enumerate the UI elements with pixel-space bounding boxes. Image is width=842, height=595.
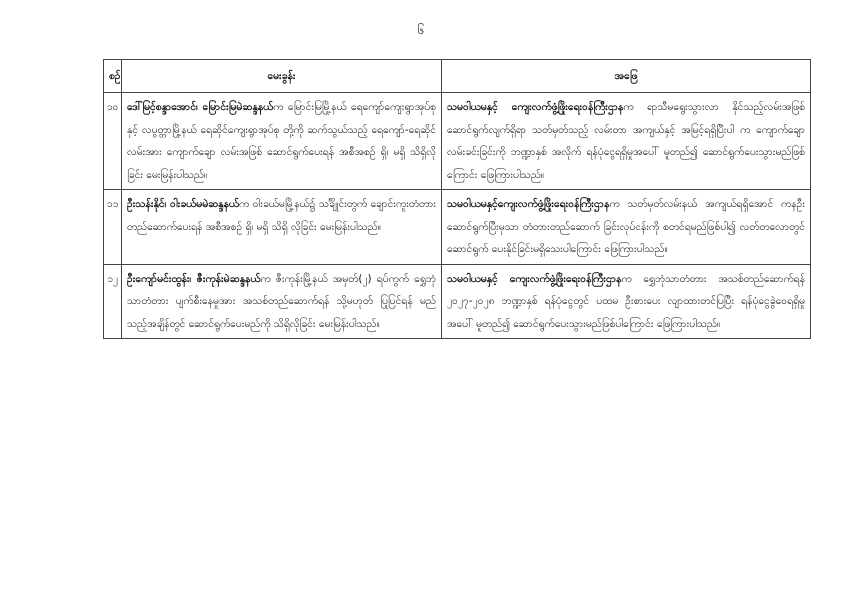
row-number: ၁၂: [104, 264, 122, 339]
answer-text: က သတ်မှတ်လမ်းနယ် အကျယ်ရရှိအောင် ကနဦးဆောင်ရွက်ပြီးမှသာ တံတားတည်ဆောက် ခြင်းလုပ်ငန်းကို စတင်ရမည်ဖြစ်ပါ၍ လတ်တလောတွင် ဆောင်ရွက် ပေးနိုင်ခြင်းမရှိသေးပါကြောင်း ဖြေကြားပါသည်။: [447, 198, 805, 255]
ministry-name: သမဝါယမနှင့်ကျေးလက်ဖွံ့ဖြိုးရေးဝန်ကြီးဌာန: [447, 198, 610, 210]
qa-table: [103, 59, 811, 339]
questioner-name: ဦးသန်းနိုင်၊ ဝါးခယ်မမဲဆန္ဒနယ်: [127, 198, 240, 210]
header-number: စဉ်: [104, 60, 122, 93]
page-number: ၆: [417, 23, 425, 37]
ministry-name: သမဝါယမနှင့် ကျေးလက်ဖွံ့ဖြိုးရေးဝန်ကြီးဌာန: [447, 101, 624, 113]
row-number: ၁၁: [104, 190, 122, 265]
question-cell: [122, 93, 442, 190]
table-row: [104, 264, 811, 339]
question-text: က ဇီးကုန်းမြို့နယ် အမှတ်(၂) ရပ်ကွက် ရွှေဘုံသာတံတား ပျက်စီးနေမှုအား အသစ်တည်ဆောက်ရန် သို့မဟုတ် ပြုပြင်ရန် မည်သည့်အချိန်တွင် ဆောင်ရွက်ပေးမည်ကို သိရှိလိုခြင်း မေးမြန်းပါသည်။: [127, 272, 436, 330]
header-answer: အဖြေ: [442, 60, 811, 93]
answer-cell: [442, 93, 811, 190]
table-row: [104, 190, 811, 265]
table-row: [104, 93, 811, 190]
answer-text: က ရွှေဘုံသာတံတား အသစ်တည်ဆောက်ရန် ၂၀၂၇-၂၀၂၈ ဘဏ္ဍာနှစ် ရန်ပုံငွေတွင် ပထမ ဦးစားပေး လျာထားတင်ပြပြီး ရန်ပုံငွေခွဲဝေရရှိမှုအပေါ် မူတည်၍ ဆောင်ရွက်ပေးသွားမည်ဖြစ်ပါကြောင်း ဖြေကြားပါသည်။: [447, 272, 805, 330]
table-header-row: [104, 60, 811, 93]
answer-text: က ရာသီမရွေးသွားလာ နိုင်သည့်လမ်းအဖြစ် ဆောင်ရွက်လျက်ရှိရာ သတ်မှတ်သည့် လမ်းတာ အကျယ်နှင့် အမြင့်ရရှိပြီးပါ က ကျောက်ချောလမ်းခင်းခြင်းကို ဘဏ္ဍာနှစ် အလိုက် ရန်ပုံငွေရရှိမှုအပေါ် မူတည်၍ ဆောင်ရွက်ပေးသွားမည်ဖြစ် ကြောင်း ဖြေကြားပါသည်။: [447, 101, 805, 181]
ministry-name: သမဝါယမနှင့် ကျေးလက်ဖွံ့ဖြိုးရေးဝန်ကြီးဌာန: [447, 272, 622, 285]
question-text: က မြောင်းမြမြို့နယ် ရေကျော်ကျေးရွာအုပ်စုနှင့် လပွတ္တာမြို့နယ် ရေဆိုင်ကျေးရွာအုပ်စု တို့ကို ဆက်သွယ်သည့် ရေကျော်-ရေဆိုင်လမ်းအား ကျောက်ချော လမ်းအဖြစ် ဆောင်ရွက်ပေးရန် အစီအစဉ် ရှိ၊ မရှိ သိရှိလိုခြင်း မေးမြန်းပါသည်။: [127, 101, 436, 181]
answer-cell: [442, 190, 811, 265]
row-number: ၁၀: [104, 93, 122, 190]
questioner-name: ဦးကျော်မင်းထွန်း၊ ဇီးကုန်းမဲဆန္ဒနယ်: [127, 272, 261, 285]
question-cell: [122, 190, 442, 265]
answer-cell: [442, 264, 811, 339]
question-text: က ဝါးခယ်မမြို့နယ်၌ သင်္ချိုင်းတွက် ချောင်းကူးတံတား တည်ဆောက်ပေးရန် အစီအစဉ် ရှိ၊ မရှိ သိရှိ လိုခြင်း မေးမြန်းပါသည်။: [127, 198, 436, 233]
header-question: မေးခွန်း: [122, 60, 442, 93]
question-cell: [122, 264, 442, 339]
questioner-name: ဒေါ်မြင့်စန္ဒာအောင်၊ မြောင်းမြမဲဆန္ဒနယ်: [127, 101, 274, 113]
